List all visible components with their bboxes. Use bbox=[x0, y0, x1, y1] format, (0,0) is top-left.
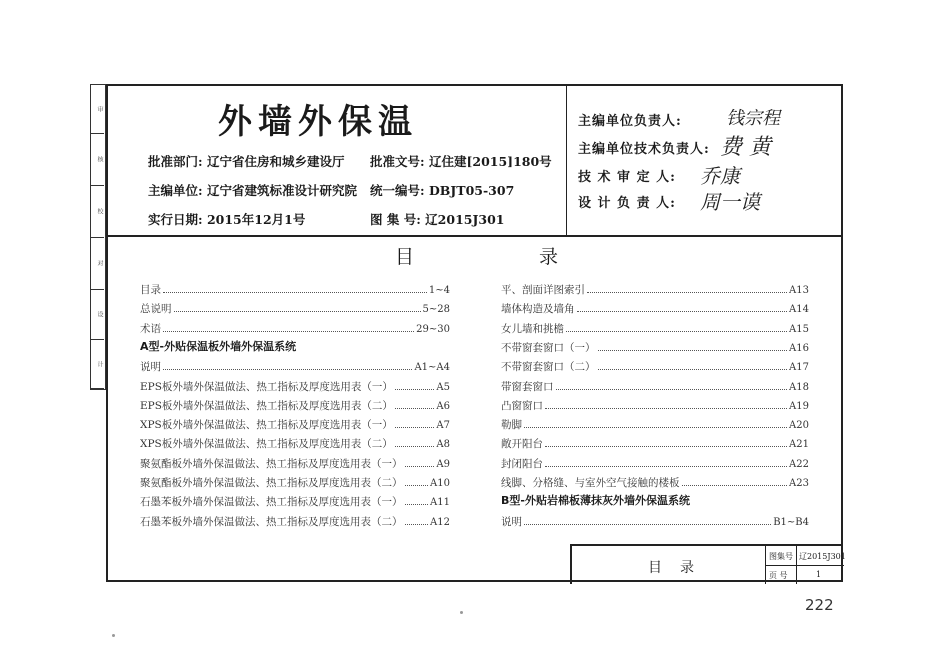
effective-date: 实行日期: 2015年12月1号 bbox=[148, 212, 306, 227]
dot-leader bbox=[405, 524, 429, 525]
scan-speck bbox=[112, 634, 115, 637]
toc-entry bbox=[501, 282, 809, 296]
signature: 钱宗程 bbox=[726, 108, 780, 129]
toc-entry-page: A16 bbox=[789, 342, 809, 354]
toc-entry-page: A12 bbox=[430, 516, 450, 528]
toc-entry-label: 石墨苯板外墙外保温做法、热工指标及厚度选用表（一） bbox=[140, 496, 403, 509]
toc-entry bbox=[140, 282, 450, 296]
dot-leader bbox=[405, 504, 429, 505]
toc-entry-label: 目录 bbox=[140, 284, 161, 296]
dot-leader bbox=[545, 466, 787, 467]
toc-entry bbox=[501, 475, 809, 489]
toc-entry-label: 勒脚 bbox=[501, 419, 522, 432]
toc-entry bbox=[140, 494, 450, 508]
toc-entry bbox=[140, 514, 450, 528]
toc-entry-page: A15 bbox=[789, 323, 809, 335]
toc-entry bbox=[501, 321, 809, 335]
toc-entry-label: XPS板外墙外保温做法、热工指标及厚度选用表（一） bbox=[140, 419, 393, 432]
toc-entry bbox=[501, 340, 809, 354]
dot-leader bbox=[587, 292, 787, 293]
document-title: 外墙外保温 bbox=[218, 102, 418, 142]
dot-leader bbox=[598, 350, 788, 351]
title-block-grid bbox=[765, 546, 844, 584]
toc-title-left: 目 bbox=[395, 246, 415, 268]
toc-entry-label: 石墨苯板外墙外保温做法、热工指标及厚度选用表（二） bbox=[140, 515, 403, 528]
atlas-value: 辽2015J301 bbox=[799, 552, 846, 561]
toc-entry-page: A18 bbox=[789, 381, 809, 393]
toc-section-heading: A型-外贴保温板外墙外保温系统 bbox=[140, 339, 297, 353]
grid-line bbox=[796, 546, 797, 584]
strip-cell: 设 bbox=[91, 289, 104, 340]
toc-entry-page: A9 bbox=[436, 458, 450, 470]
title-block bbox=[570, 544, 846, 584]
toc-entry bbox=[501, 436, 809, 450]
toc-entry-label: 线脚、分格缝、与室外空气接触的楼板 bbox=[501, 477, 680, 489]
dot-leader bbox=[163, 369, 412, 370]
dot-leader bbox=[524, 524, 771, 525]
toc-entry-label: 不带窗套窗口（二） bbox=[501, 361, 596, 374]
toc-entry bbox=[501, 359, 809, 373]
toc-entry-label: 敞开阳台 bbox=[501, 438, 543, 451]
dot-leader bbox=[577, 311, 788, 312]
approval-number: 批准文号: 辽住建[2015]180号 bbox=[370, 154, 552, 169]
toc-entry bbox=[140, 301, 450, 315]
responsible-role: 主编单位负责人: bbox=[578, 114, 682, 129]
toc-entry-page: A21 bbox=[789, 439, 809, 451]
page-value: 1 bbox=[816, 570, 822, 579]
dot-leader bbox=[682, 485, 788, 486]
sheet-name: 目录 bbox=[648, 560, 712, 576]
strip-cell: 对 bbox=[91, 237, 104, 290]
toc-entry-page: 1~4 bbox=[428, 285, 450, 296]
dot-leader bbox=[395, 389, 434, 390]
scan-speck bbox=[460, 611, 463, 614]
toc-entry-page: A14 bbox=[789, 304, 809, 316]
dot-leader bbox=[163, 331, 414, 332]
toc-entry-label: 总说明 bbox=[140, 303, 172, 316]
signature: 周一谟 bbox=[700, 190, 760, 214]
dot-leader bbox=[405, 466, 435, 467]
chief-editor-unit: 主编单位: 辽宁省建筑标准设计研究院 bbox=[148, 183, 357, 198]
toc-entry bbox=[140, 456, 450, 470]
toc-entry bbox=[501, 417, 809, 431]
toc-entry-page: A22 bbox=[789, 458, 809, 470]
dot-leader bbox=[395, 427, 435, 428]
responsible-role: 设 计 负 责 人: bbox=[578, 196, 676, 211]
toc-entry bbox=[140, 417, 450, 431]
sheet-header bbox=[108, 86, 841, 237]
toc-entry-page: 5~28 bbox=[422, 304, 450, 316]
toc-entry-page: A17 bbox=[789, 362, 809, 374]
toc-entry bbox=[140, 359, 450, 373]
toc-entry-label: 平、剖面详图索引 bbox=[501, 284, 585, 296]
unified-number: 统一编号: DBJT05-307 bbox=[370, 183, 515, 198]
toc-entry-page: A23 bbox=[789, 478, 809, 489]
page-number: 222 bbox=[805, 596, 834, 614]
dot-leader bbox=[524, 427, 787, 428]
responsible-role: 技 术 审 定 人: bbox=[578, 170, 676, 185]
toc-entry-page: A1~A4 bbox=[414, 362, 450, 374]
toc-entry bbox=[501, 514, 809, 528]
dot-leader bbox=[556, 389, 788, 390]
toc-entry-label: 说明 bbox=[140, 361, 161, 374]
toc-entry-page: A11 bbox=[430, 497, 450, 509]
toc-entry bbox=[140, 436, 450, 450]
toc-entry-page: A10 bbox=[430, 478, 450, 489]
drawing-sheet bbox=[106, 84, 846, 582]
dot-leader bbox=[395, 446, 435, 447]
dot-leader bbox=[405, 485, 429, 486]
grid-line bbox=[766, 565, 844, 566]
toc-entry-page: B1~B4 bbox=[773, 516, 809, 528]
atlas-number: 图 集 号: 辽2015J301 bbox=[370, 212, 505, 227]
toc-entry bbox=[140, 379, 450, 393]
header-info bbox=[108, 86, 567, 235]
toc-entry-page: A7 bbox=[436, 420, 450, 432]
toc-entry-page: A8 bbox=[436, 439, 450, 451]
responsible-role: 主编单位技术负责人: bbox=[578, 142, 710, 157]
toc-entry bbox=[501, 301, 809, 315]
strip-cell: 校 bbox=[91, 185, 104, 238]
toc-entry bbox=[140, 475, 450, 489]
toc-entry bbox=[501, 456, 809, 470]
toc-entry-label: 封闭阳台 bbox=[501, 457, 543, 470]
approval-department: 批准部门: 辽宁省住房和城乡建设厅 bbox=[148, 154, 345, 169]
toc-entry-label: 带窗套窗口 bbox=[501, 380, 554, 393]
dot-leader bbox=[174, 311, 421, 312]
dot-leader bbox=[395, 408, 434, 409]
strip-cell: 计 bbox=[91, 339, 104, 389]
toc-entry-page: 29~30 bbox=[416, 323, 450, 335]
toc-entry-label: XPS板外墙外保温做法、热工指标及厚度选用表（二） bbox=[140, 438, 393, 451]
toc-entry-label: 术语 bbox=[140, 322, 161, 335]
strip-cell: 核 bbox=[91, 133, 104, 186]
toc-title-right: 录 bbox=[539, 246, 559, 268]
toc-entry-label: 不带窗套窗口（一） bbox=[501, 341, 596, 354]
binding-strip bbox=[90, 84, 106, 390]
atlas-label: 图集号 bbox=[769, 552, 793, 561]
dot-leader bbox=[545, 408, 787, 409]
toc-entry bbox=[501, 398, 809, 412]
toc-entry-page: A5 bbox=[436, 381, 450, 393]
toc-entry-page: A20 bbox=[789, 420, 809, 432]
dot-leader bbox=[545, 446, 787, 447]
toc-entry-label: 聚氨酯板外墙外保温做法、热工指标及厚度选用表（一） bbox=[140, 457, 403, 470]
toc-entry-label: EPS板外墙外保温做法、热工指标及厚度选用表（二） bbox=[140, 399, 393, 412]
toc-entry bbox=[140, 321, 450, 335]
strip-cell: 审 bbox=[91, 85, 104, 134]
toc-entry-label: 女儿墙和挑檐 bbox=[501, 322, 564, 335]
dot-leader bbox=[598, 369, 788, 370]
toc-entry-page: A19 bbox=[789, 400, 809, 412]
toc-entry-label: 墙体构造及墙角 bbox=[501, 303, 575, 316]
toc-section-heading: B型-外贴岩棉板薄抹灰外墙外保温系统 bbox=[501, 494, 690, 508]
toc-entry bbox=[501, 379, 809, 393]
toc-entry-label: EPS板外墙外保温做法、热工指标及厚度选用表（一） bbox=[140, 380, 393, 393]
page-label: 页 号 bbox=[769, 571, 788, 580]
toc-entry-label: 凸窗窗口 bbox=[501, 399, 543, 412]
signature: 费 黄 bbox=[720, 135, 771, 160]
dot-leader bbox=[163, 292, 427, 293]
toc-entry bbox=[140, 398, 450, 412]
toc-entry-page: A13 bbox=[789, 285, 809, 296]
toc-entry-label: 聚氨酯板外墙外保温做法、热工指标及厚度选用表（二） bbox=[140, 477, 403, 489]
toc-entry-label: 说明 bbox=[501, 515, 522, 528]
toc-entry-page: A6 bbox=[436, 400, 450, 412]
signature: 乔康 bbox=[700, 164, 740, 188]
dot-leader bbox=[566, 331, 787, 332]
